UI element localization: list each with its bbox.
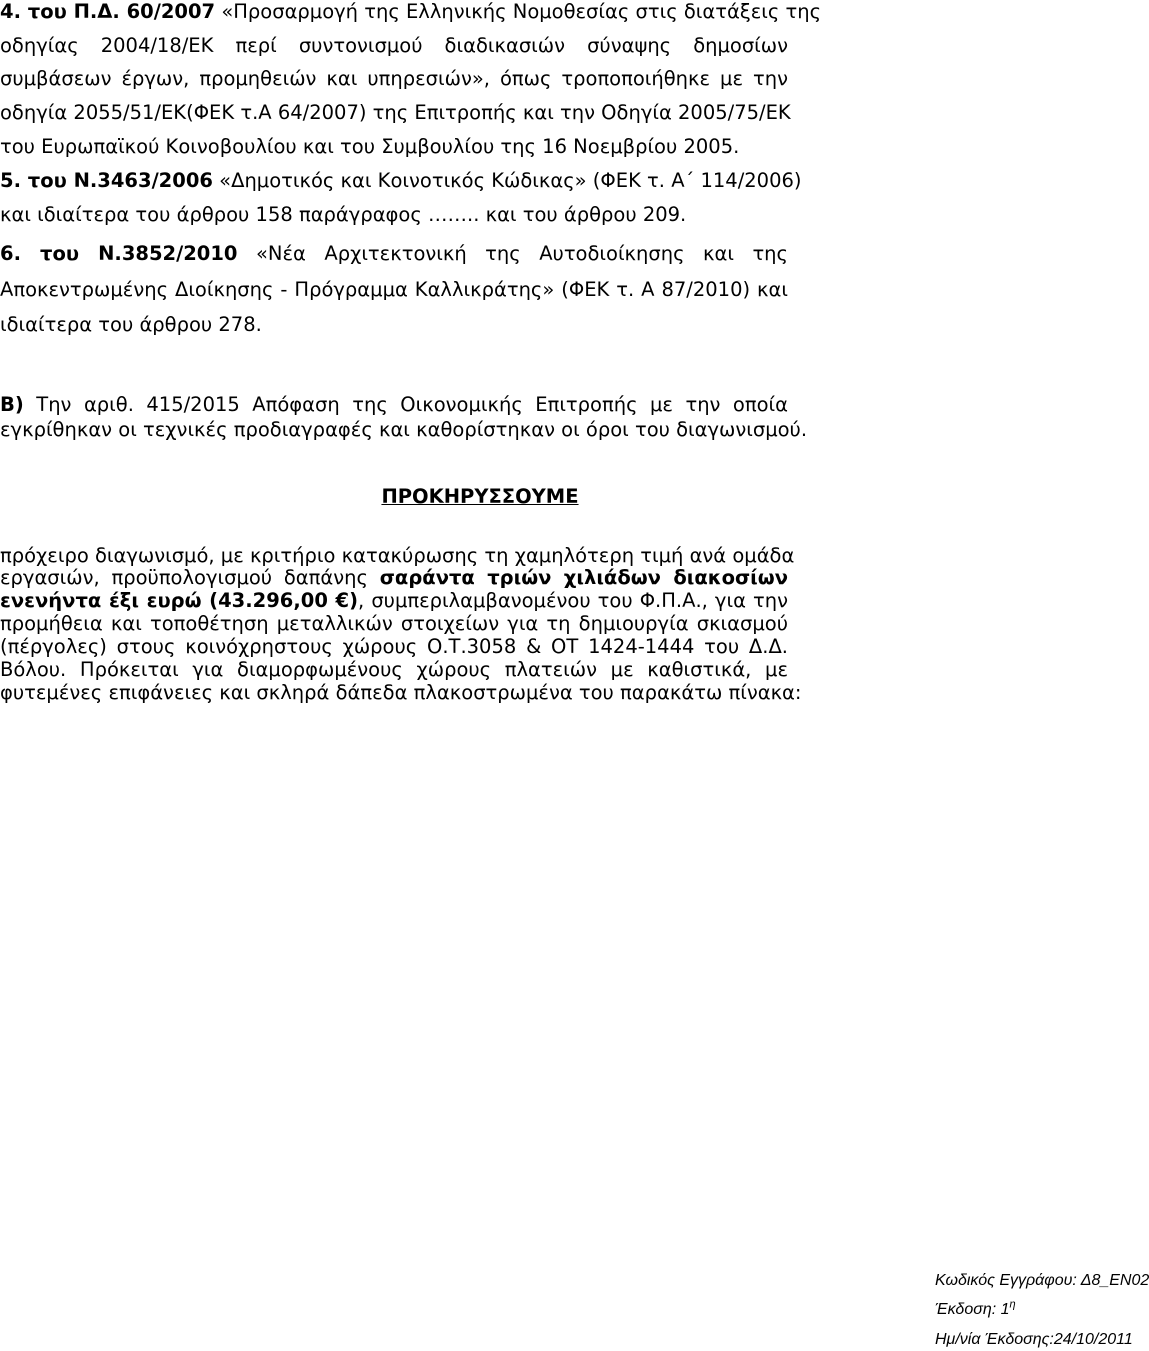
- item-5-number: 5. του Ν.3463/2006: [0, 169, 213, 192]
- page-heading: ΠΡΟΚΗΡΥΣΣΟΥΜΕ: [381, 485, 579, 508]
- item-5-line-2: και ιδιαίτερα του άρθρου 158 παράγραφος …….. και του άρθρου 209.: [0, 203, 687, 226]
- item-5-line-1: 5. του Ν.3463/2006 «Δημοτικός και Κοινοτικός Κώδικας» (ΦΕΚ τ. Α΄ 114/2006): [0, 169, 802, 192]
- item-4-number: 4. του Π.Δ. 60/2007: [0, 0, 216, 23]
- body-line-2: εργασιών, προϋπολογισμού δαπάνης σαράντα τριών χιλιάδων διακοσίων: [0, 566, 788, 589]
- item-6-line-3: ιδιαίτερα του άρθρου 278.: [0, 313, 262, 336]
- section-b-line-1: Β) Την αριθ. 415/2015 Απόφαση της Οικονομικής Επιτροπής με την οποία: [0, 393, 788, 416]
- item-6-line-1: 6. του Ν.3852/2010 «Νέα Αρχιτεκτονική της Αυτοδιοίκησης και της: [0, 242, 788, 265]
- body-line-1: πρόχειρο διαγωνισμό, με κριτήριο κατακύρωσης τη χαμηλότερη τιμή ανά ομάδα: [0, 544, 795, 567]
- item-4-line-4: οδηγία 2055/51/ΕΚ(ΦΕΚ τ.Α 64/2007) της Επιτροπής και την Οδηγία 2005/75/ΕΚ: [0, 101, 791, 124]
- item-4-line-5: του Ευρωπαϊκού Κοινοβουλίου και του Συμβουλίου της 16 Νοεμβρίου 2005.: [0, 135, 740, 158]
- body-line-4: προμήθεια και τοποθέτηση μεταλλικών στοιχείων για τη δημιουργία σκιασμού: [0, 612, 788, 635]
- footer-issue-date: Ημ/νία Έκδοσης:24/10/2011: [935, 1331, 1133, 1348]
- body-line-3: ενενήντα έξι ευρώ (43.296,00 €), συμπεριλαμβανομένου του Φ.Π.Α., για την: [0, 589, 788, 612]
- body-line-7: φυτεμένες επιφάνειες και σκληρά δάπεδα πλακοστρωμένα του παρακάτω πίνακα:: [0, 681, 802, 704]
- item-6-line-2: Αποκεντρωμένης Διοίκησης - Πρόγραμμα Καλλικράτης» (ΦΕΚ τ. Α 87/2010) και: [0, 278, 788, 301]
- item-6-number: 6. του Ν.3852/2010: [0, 242, 238, 265]
- section-b-label: Β): [0, 393, 24, 416]
- item-4-line-1: 4. του Π.Δ. 60/2007 «Προσαρμογή της Ελληνικής Νομοθεσίας στις διατάξεις της: [0, 0, 822, 23]
- section-b-line-2: εγκρίθηκαν οι τεχνικές προδιαγραφές και καθορίστηκαν οι όροι του διαγωνισμού.: [0, 418, 808, 441]
- footer-edition: Έκδοση: $1^\eta$: [935, 1298, 1016, 1318]
- body-line-6: Βόλου. Πρόκειται για διαμορφωμένους χώρους πλατειών με καθιστικά, με: [0, 658, 788, 681]
- item-4-line-3: συμβάσεων έργων, προμηθειών και υπηρεσιών», όπως τροποποιήθηκε με την: [0, 67, 788, 90]
- footer-doc-code: Κωδικός Εγγράφου: Δ8_ΕΝ02: [935, 1272, 1149, 1289]
- item-4-line-2: οδηγίας 2004/18/ΕΚ περί συντονισμού διαδικασιών σύναψης δημοσίων: [0, 34, 788, 57]
- body-line-5: (πέργολες) στους κοινόχρηστους χώρους Ο.Τ.3058 & ΟΤ 1424-1444 του Δ.Δ.: [0, 635, 788, 658]
